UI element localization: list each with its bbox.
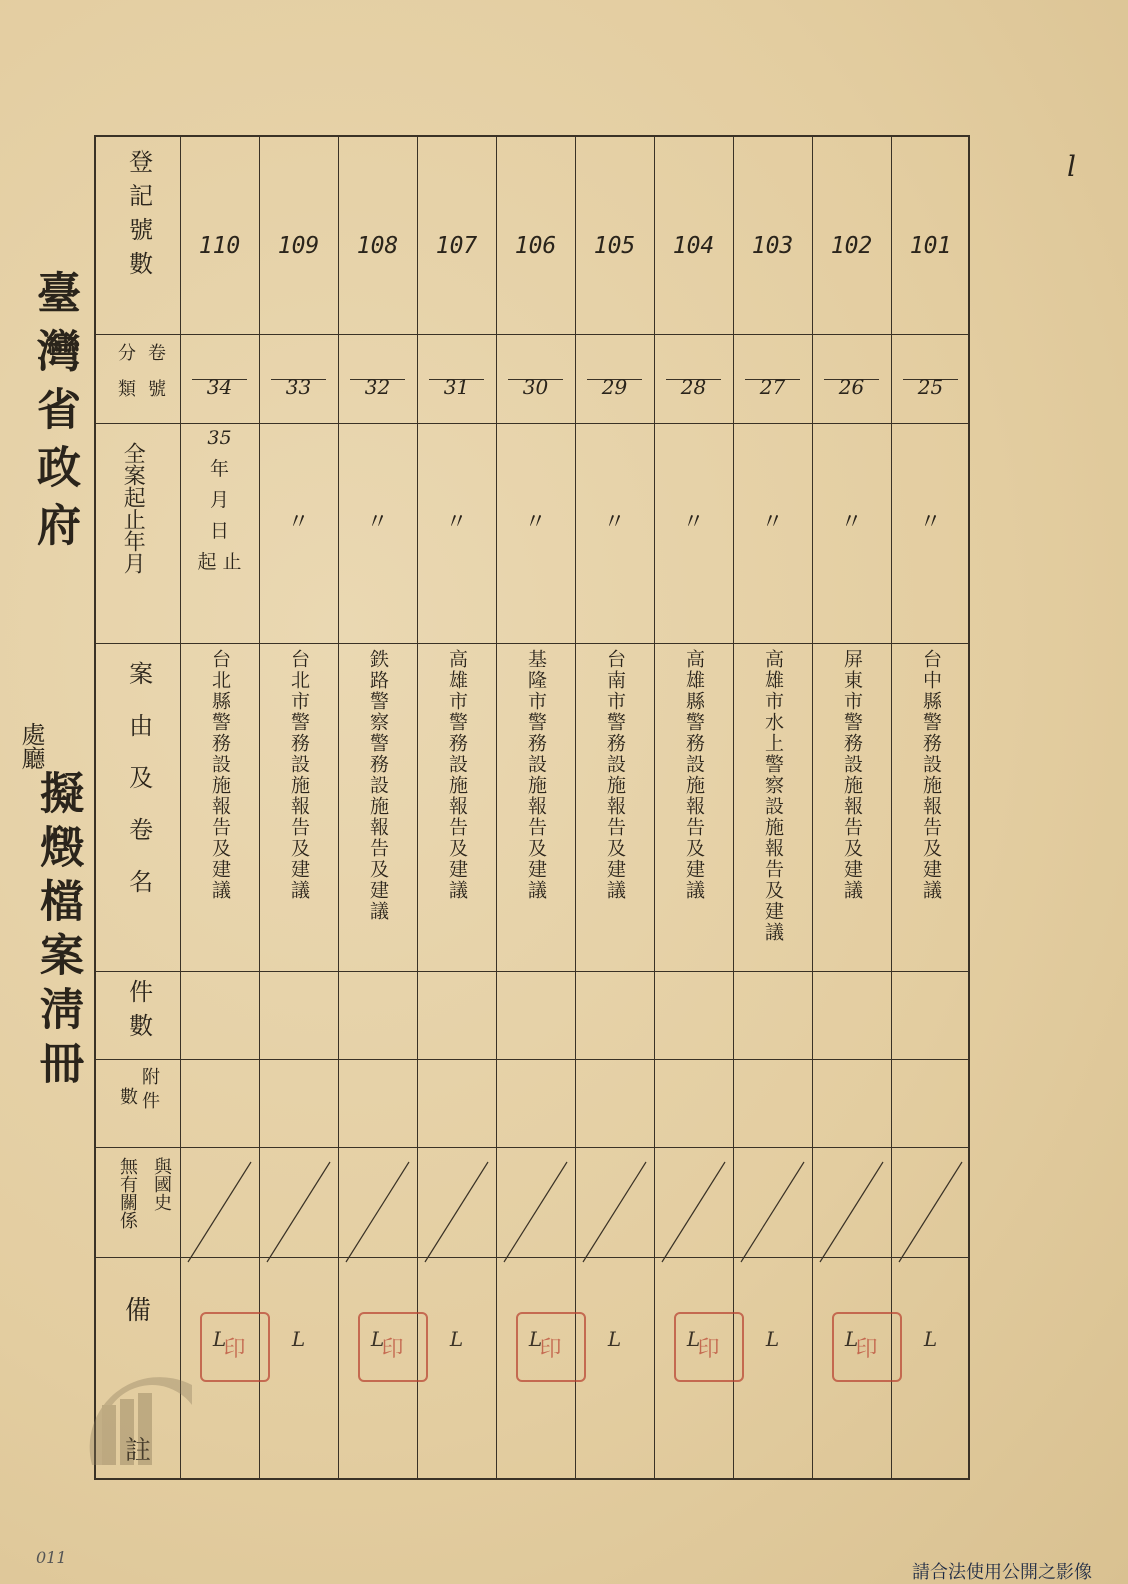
volume-number: 32 xyxy=(364,375,391,399)
document-subtitle: 擬燬檔案淸冊 xyxy=(32,770,83,1094)
history-slash xyxy=(733,1157,812,1267)
date-year: 35 xyxy=(207,427,232,449)
red-seal-stamp: 印 xyxy=(674,1312,744,1382)
history-slash xyxy=(496,1157,575,1267)
date-m: 月 xyxy=(209,489,229,511)
date-y: 年 xyxy=(209,458,229,480)
header-reg-no: 登記號數 xyxy=(124,149,153,285)
slash-line xyxy=(504,1162,567,1262)
header-case: 案由及卷名 xyxy=(124,661,153,921)
case-title-cell xyxy=(338,649,417,922)
record-column xyxy=(338,137,417,1478)
volume-number: 30 xyxy=(522,375,549,399)
slash-line xyxy=(820,1162,883,1262)
red-seal-stamp: 印 xyxy=(200,1312,270,1382)
header-remarks-a: 備 xyxy=(124,1296,151,1326)
remark-mark: L xyxy=(449,1327,464,1351)
case-title-cell xyxy=(259,649,338,901)
case-title-cell xyxy=(891,649,970,901)
registration-number: 106 xyxy=(514,233,557,259)
ditto-mark: 〃 xyxy=(840,510,863,535)
date-cell xyxy=(180,423,259,578)
case-title-cell xyxy=(496,649,575,901)
ditto-mark: 〃 xyxy=(366,510,389,535)
remark-mark: L xyxy=(528,1327,543,1351)
case-title: 台南市警務設施報告及建議 xyxy=(604,649,626,901)
ditto-mark: 〃 xyxy=(761,510,784,535)
slash-line xyxy=(662,1162,725,1262)
header-count: 件數 xyxy=(124,979,153,1047)
slash-line xyxy=(188,1162,251,1262)
header-attach-a: 附件 xyxy=(139,1067,160,1115)
header-history-a: 與國史 xyxy=(151,1157,172,1211)
record-column xyxy=(180,137,259,1478)
case-title: 台北縣警務設施報告及建議 xyxy=(209,649,231,901)
volume-number: 34 xyxy=(206,375,233,399)
ditto-mark: 〃 xyxy=(682,510,705,535)
remark-mark: L xyxy=(212,1327,227,1351)
red-seal-stamp: 印 xyxy=(358,1312,428,1382)
case-title: 基隆市警務設施報告及建議 xyxy=(525,649,547,901)
slash-line xyxy=(899,1162,962,1262)
date-startend: 起 止 xyxy=(197,551,242,573)
header-date: 全案起止年月 xyxy=(120,442,146,574)
case-title-cell xyxy=(654,649,733,901)
ditto-mark: 〃 xyxy=(919,510,942,535)
record-column xyxy=(575,137,654,1478)
history-slash xyxy=(180,1157,259,1267)
registration-number: 108 xyxy=(356,233,399,259)
red-seal-stamp: 印 xyxy=(832,1312,902,1382)
ditto-mark: 〃 xyxy=(287,510,310,535)
registration-number: 102 xyxy=(830,233,873,259)
case-title-cell xyxy=(812,649,891,901)
ditto-mark: 〃 xyxy=(445,510,468,535)
header-vol-class: 分類 xyxy=(115,343,136,415)
office-label: 處廳 xyxy=(17,722,45,770)
registration-number: 107 xyxy=(435,233,478,259)
watermark-notice: 請合法使用公開之影像 xyxy=(912,1562,1092,1583)
case-title-cell xyxy=(733,649,812,943)
registration-number: 105 xyxy=(593,233,636,259)
volume-number: 33 xyxy=(285,375,312,399)
record-column xyxy=(733,137,812,1478)
volume-number: 26 xyxy=(838,375,865,399)
record-column xyxy=(812,137,891,1478)
case-title-cell xyxy=(180,649,259,901)
volume-number: 31 xyxy=(443,375,470,399)
remark-mark: L xyxy=(686,1327,701,1351)
record-column xyxy=(417,137,496,1478)
remark-mark: L xyxy=(607,1327,622,1351)
slash-line xyxy=(346,1162,409,1262)
remark-mark: L xyxy=(923,1327,938,1351)
header-attach-b: 數 xyxy=(117,1087,138,1105)
remark-mark: L xyxy=(765,1327,780,1351)
registration-number: 109 xyxy=(277,233,320,259)
history-slash xyxy=(575,1157,654,1267)
case-title: 高雄縣警務設施報告及建議 xyxy=(683,649,705,901)
history-slash xyxy=(654,1157,733,1267)
history-slash xyxy=(812,1157,891,1267)
records-table xyxy=(94,135,970,1480)
footer-number: 011 xyxy=(36,1548,67,1567)
document-title: 臺灣省政府 xyxy=(29,270,80,560)
case-title: 屏東市警務設施報告及建議 xyxy=(841,649,863,901)
case-title: 高雄市水上警察設施報告及建議 xyxy=(762,649,784,943)
ditto-mark: 〃 xyxy=(524,510,547,535)
header-history-b: 無有關係 xyxy=(117,1157,138,1229)
header-remarks-b: 註 xyxy=(124,1436,151,1466)
case-title: 高雄市警務設施報告及建議 xyxy=(446,649,468,901)
volume-number: 28 xyxy=(680,375,707,399)
registration-number: 103 xyxy=(751,233,794,259)
volume-number: 27 xyxy=(759,375,786,399)
case-title: 台北市警務設施報告及建議 xyxy=(288,649,310,901)
remark-mark: L xyxy=(291,1327,306,1351)
case-title: 鉄路警察警務設施報告及建議 xyxy=(367,649,389,922)
slash-line xyxy=(425,1162,488,1262)
date-d: 日 xyxy=(209,520,229,542)
ditto-mark: 〃 xyxy=(603,510,626,535)
registration-number: 101 xyxy=(909,233,952,259)
registration-number: 110 xyxy=(198,233,241,259)
slash-line xyxy=(583,1162,646,1262)
remark-mark: L xyxy=(370,1327,385,1351)
slash-line xyxy=(741,1162,804,1262)
record-column xyxy=(891,137,970,1478)
record-column xyxy=(259,137,338,1478)
history-slash xyxy=(259,1157,338,1267)
page-mark: l xyxy=(1067,150,1076,183)
volume-number: 25 xyxy=(917,375,944,399)
case-title-cell xyxy=(575,649,654,901)
archive-logo-icon xyxy=(82,1365,202,1475)
history-slash xyxy=(417,1157,496,1267)
remark-mark: L xyxy=(844,1327,859,1351)
case-title-cell xyxy=(417,649,496,901)
slash-line xyxy=(267,1162,330,1262)
red-seal-stamp: 印 xyxy=(516,1312,586,1382)
volume-number: 29 xyxy=(601,375,628,399)
history-slash xyxy=(891,1157,970,1267)
history-slash xyxy=(338,1157,417,1267)
registration-number: 104 xyxy=(672,233,715,259)
case-title: 台中縣警務設施報告及建議 xyxy=(920,649,942,901)
record-column xyxy=(654,137,733,1478)
header-vol-no: 卷號 xyxy=(145,343,166,415)
record-column xyxy=(496,137,575,1478)
